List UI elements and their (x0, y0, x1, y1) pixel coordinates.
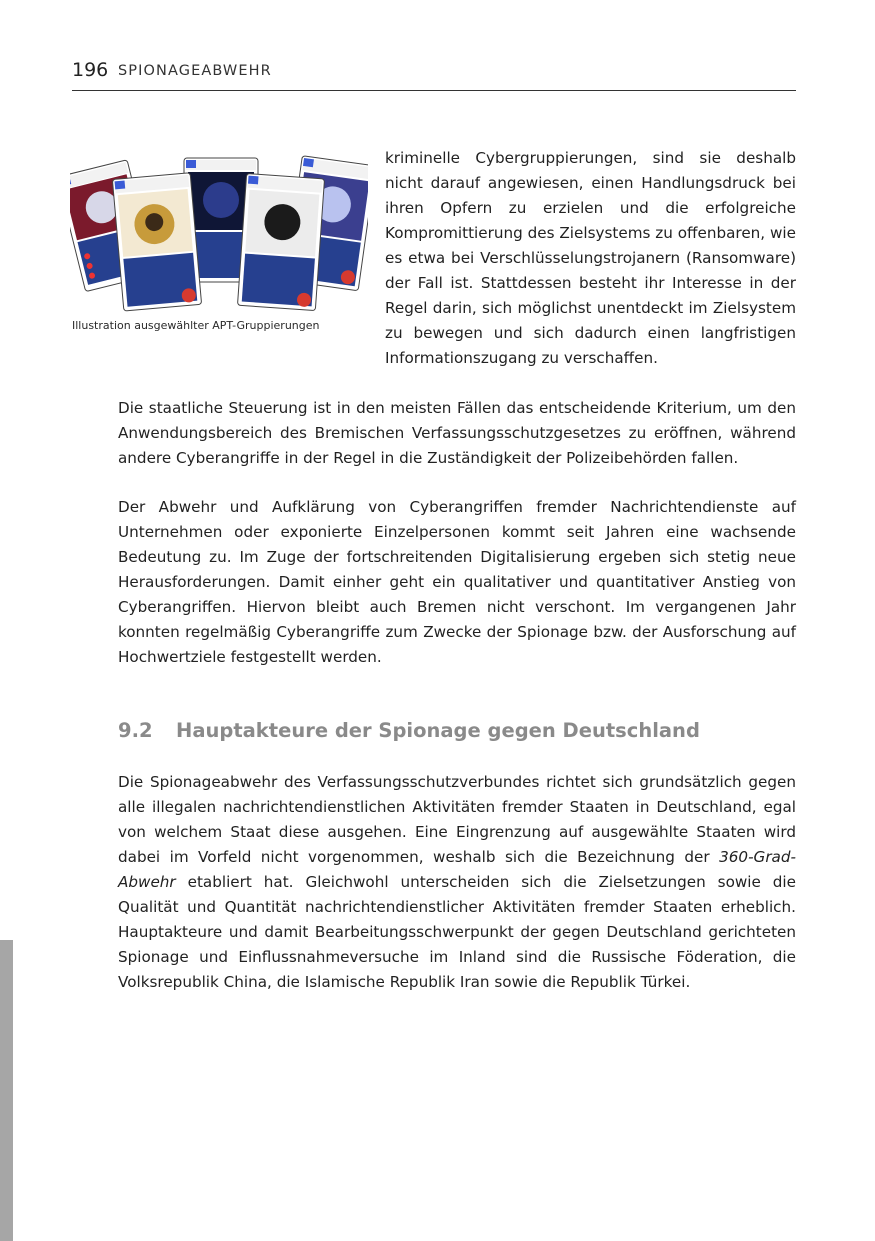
apt-cards-image (70, 152, 368, 312)
section-title: Hauptakteure der Spionage gegen Deutschland (176, 719, 700, 742)
figure-caption: Illustration ausgewählter APT-Gruppierungen (72, 319, 320, 332)
intro-paragraph: kriminelle Cybergruppierungen, sind sie deshalb nicht darauf angewiesen, einen Handlungsdruck bei ihren Opfern zu erzielen und die erfolgreiche Kompromittierung des Zielsystems zu offenbaren, wie es etwa bei Verschlüsselungstrojanern (Ransomware) der Fall ist. Stattdessen besteht ihr Interesse in der Regel darin, sich möglichst unentdeckt im Zielsystem zu bewegen und sich dadurch einen langfristigen Informationszugang zu verschaffen. (385, 149, 796, 367)
paragraph-main-actors (118, 770, 796, 995)
card-pawnstorm (237, 174, 324, 311)
page-number: 196 (72, 59, 109, 81)
paragraph-main-actors-part-1: Die Spionageabwehr des Verfassungsschutzverbundes richtet sich grundsätzlich gegen alle illegalen nachrichtendienstlichen Aktivitäten fremder Staaten in Deutschland, egal von welchem Staat diese ausgehen. Eine Eingrenzung auf ausgewählte Staaten wird dabei im Vorfeld nicht vorgenommen, weshalb sich die Bezeichnung der (118, 773, 796, 866)
apt-cards-illustration (70, 152, 368, 312)
emphasis-360-grad-abwehr: 360-Grad-Abwehr (118, 848, 796, 891)
side-thumb-tab (0, 940, 13, 1241)
section-heading (118, 717, 796, 745)
card-sandworm (112, 173, 201, 311)
paragraph-state-control: Die staatliche Steuerung ist in den meisten Fällen das entscheidende Kriterium, um den Anwendungsbereich des Bremischen Verfassungsschutzgesetzes zu eröffnen, während andere Cyberangriffe in der Regel in die Zuständigkeit der Polizeibehörden fallen. (118, 399, 796, 467)
section-number: 9.2 (118, 719, 153, 742)
paragraph-cyber-defense: Der Abwehr und Aufklärung von Cyberangriffen fremder Nachrichtendienste auf Unternehmen oder exponierte Einzelpersonen kommt seit Jahren eine wachsende Bedeutung zu. Im Zuge der fortschreitenden Digitalisierung ergeben sich stetig neue Herausforderungen. Damit einher geht ein qualitativer und quantitativer Anstieg von Cyberangriffen. Hiervon bleibt auch Bremen nicht verschont. Im vergangenen Jahr konnten regelmäßig Cyberangriffe zum Zwecke der Spionage bzw. der Ausforschung auf Hochwertziele festgestellt werden. (118, 498, 796, 666)
page-header (72, 58, 796, 91)
chapter-title: SPIONAGEABWEHR (118, 63, 272, 79)
paragraph-main-actors-part-2: etabliert hat. Gleichwohl unterscheiden sich die Zielsetzungen sowie die Qualität und Quantität nachrichtendienstlicher Aktivitäten fremder Staaten erheblich. Hauptakteure und damit Bearbeitungsschwerpunkt der gegen Deutschland gerichteten Spionage und Einflussnahmeversuche im Inland sind die Russische Föderation, die Volksrepublik China, die Islamische Republik Iran sowie die Republik Türkei. (118, 873, 796, 991)
